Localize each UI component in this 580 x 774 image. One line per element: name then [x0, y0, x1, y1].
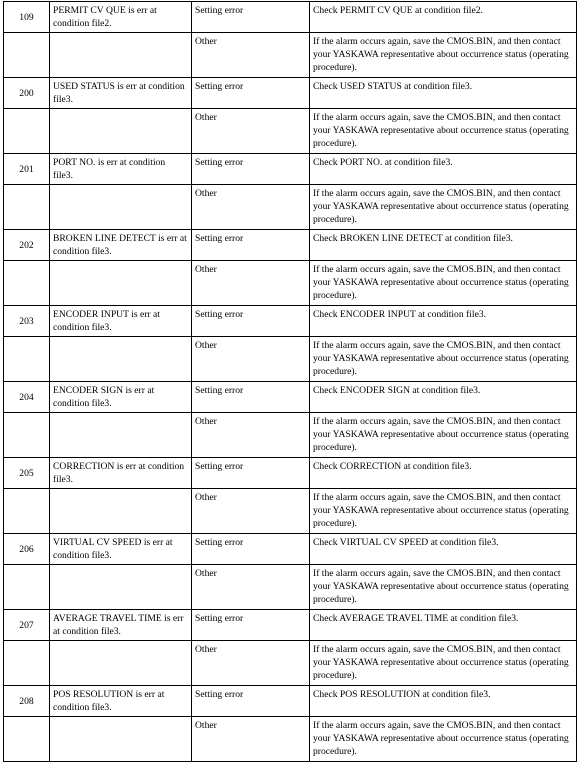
alarm-remedy: If the alarm occurs again, save the CMOS.BIN, and then contact your YASKAWA representative about occurrence status (operating procedure). [310, 413, 577, 458]
alarm-code: 109 [4, 2, 50, 33]
alarm-code: 205 [4, 458, 50, 489]
alarm-cause: Setting error [192, 382, 310, 413]
alarm-remedy: Check PORT NO. at condition file3. [310, 154, 577, 185]
alarm-row-other [4, 185, 577, 230]
alarm-code: 203 [4, 306, 50, 337]
alarm-remedy: If the alarm occurs again, save the CMOS.BIN, and then contact your YASKAWA representative about occurrence status (operating procedure). [310, 185, 577, 230]
alarm-description: BROKEN LINE DETECT is err at condition file3. [50, 230, 192, 261]
alarm-row-other [4, 641, 577, 686]
alarm-cause: Other [192, 33, 310, 78]
empty-cell [50, 185, 192, 230]
alarm-cause: Other [192, 337, 310, 382]
alarm-row-other [4, 33, 577, 78]
alarm-description: PERMIT CV QUE is err at condition file2. [50, 2, 192, 33]
alarm-code: 202 [4, 230, 50, 261]
empty-cell [4, 261, 50, 306]
alarm-row-other [4, 565, 577, 610]
alarm-row-other [4, 337, 577, 382]
alarm-row [4, 534, 577, 565]
empty-cell [4, 641, 50, 686]
alarm-row [4, 306, 577, 337]
alarm-code: 200 [4, 78, 50, 109]
alarm-cause: Setting error [192, 2, 310, 33]
alarm-table [3, 1, 577, 762]
alarm-description: VIRTUAL CV SPEED is err at condition file3. [50, 534, 192, 565]
alarm-row [4, 78, 577, 109]
alarm-cause: Setting error [192, 78, 310, 109]
empty-cell [4, 185, 50, 230]
empty-cell [50, 641, 192, 686]
alarm-cause: Other [192, 413, 310, 458]
alarm-cause: Other [192, 565, 310, 610]
alarm-row [4, 458, 577, 489]
alarm-remedy: If the alarm occurs again, save the CMOS.BIN, and then contact your YASKAWA representative about occurrence status (operating procedure). [310, 489, 577, 534]
alarm-code: 204 [4, 382, 50, 413]
alarm-cause: Other [192, 109, 310, 154]
empty-cell [4, 413, 50, 458]
alarm-cause: Setting error [192, 306, 310, 337]
alarm-table-body [4, 2, 577, 762]
alarm-row [4, 382, 577, 413]
alarm-cause: Other [192, 641, 310, 686]
alarm-remedy: Check USED STATUS at condition file3. [310, 78, 577, 109]
alarm-description: ENCODER SIGN is err at condition file3. [50, 382, 192, 413]
alarm-description: AVERAGE TRAVEL TIME is err at condition file3. [50, 610, 192, 641]
empty-cell [50, 337, 192, 382]
alarm-description: ENCODER INPUT is err at condition file3. [50, 306, 192, 337]
alarm-description: POS RESOLUTION is err at condition file3. [50, 686, 192, 717]
alarm-cause: Other [192, 489, 310, 534]
empty-cell [50, 33, 192, 78]
empty-cell [50, 261, 192, 306]
alarm-cause: Other [192, 185, 310, 230]
empty-cell [50, 717, 192, 762]
alarm-description: CORRECTION is err at condition file3. [50, 458, 192, 489]
alarm-row [4, 610, 577, 641]
alarm-row-other [4, 413, 577, 458]
alarm-remedy: Check ENCODER INPUT at condition file3. [310, 306, 577, 337]
alarm-row [4, 686, 577, 717]
alarm-code: 206 [4, 534, 50, 565]
alarm-code: 207 [4, 610, 50, 641]
alarm-remedy: Check VIRTUAL CV SPEED at condition file3. [310, 534, 577, 565]
alarm-cause: Setting error [192, 610, 310, 641]
alarm-row-other [4, 489, 577, 534]
alarm-row [4, 2, 577, 33]
alarm-remedy: Check CORRECTION at condition file3. [310, 458, 577, 489]
alarm-remedy: If the alarm occurs again, save the CMOS.BIN, and then contact your YASKAWA representative about occurrence status (operating procedure). [310, 261, 577, 306]
alarm-cause: Other [192, 717, 310, 762]
alarm-remedy: If the alarm occurs again, save the CMOS.BIN, and then contact your YASKAWA representative about occurrence status (operating procedure). [310, 337, 577, 382]
empty-cell [50, 565, 192, 610]
alarm-cause: Setting error [192, 686, 310, 717]
alarm-row [4, 154, 577, 185]
alarm-remedy: If the alarm occurs again, save the CMOS.BIN, and then contact your YASKAWA representative about occurrence status (operating procedure). [310, 641, 577, 686]
alarm-remedy: If the alarm occurs again, save the CMOS.BIN, and then contact your YASKAWA representative about occurrence status (operating procedure). [310, 565, 577, 610]
alarm-code: 208 [4, 686, 50, 717]
empty-cell [4, 109, 50, 154]
empty-cell [4, 565, 50, 610]
alarm-remedy: Check BROKEN LINE DETECT at condition file3. [310, 230, 577, 261]
empty-cell [4, 33, 50, 78]
alarm-row-other [4, 261, 577, 306]
alarm-cause: Setting error [192, 154, 310, 185]
empty-cell [4, 717, 50, 762]
alarm-row-other [4, 109, 577, 154]
empty-cell [4, 337, 50, 382]
empty-cell [50, 489, 192, 534]
alarm-remedy: Check PERMIT CV QUE at condition file2. [310, 2, 577, 33]
alarm-cause: Setting error [192, 458, 310, 489]
alarm-code: 201 [4, 154, 50, 185]
alarm-remedy: Check ENCODER SIGN at condition file3. [310, 382, 577, 413]
empty-cell [4, 489, 50, 534]
alarm-row [4, 230, 577, 261]
alarm-cause: Other [192, 261, 310, 306]
alarm-cause: Setting error [192, 230, 310, 261]
alarm-description: USED STATUS is err at condition file3. [50, 78, 192, 109]
alarm-remedy: Check POS RESOLUTION at condition file3. [310, 686, 577, 717]
alarm-description: PORT NO. is err at condition file3. [50, 154, 192, 185]
alarm-row-other [4, 717, 577, 762]
alarm-remedy: Check AVERAGE TRAVEL TIME at condition file3. [310, 610, 577, 641]
empty-cell [50, 413, 192, 458]
alarm-remedy: If the alarm occurs again, save the CMOS.BIN, and then contact your YASKAWA representative about occurrence status (operating procedure). [310, 109, 577, 154]
alarm-remedy: If the alarm occurs again, save the CMOS.BIN, and then contact your YASKAWA representative about occurrence status (operating procedure). [310, 717, 577, 762]
alarm-cause: Setting error [192, 534, 310, 565]
empty-cell [50, 109, 192, 154]
alarm-remedy: If the alarm occurs again, save the CMOS.BIN, and then contact your YASKAWA representative about occurrence status (operating procedure). [310, 33, 577, 78]
